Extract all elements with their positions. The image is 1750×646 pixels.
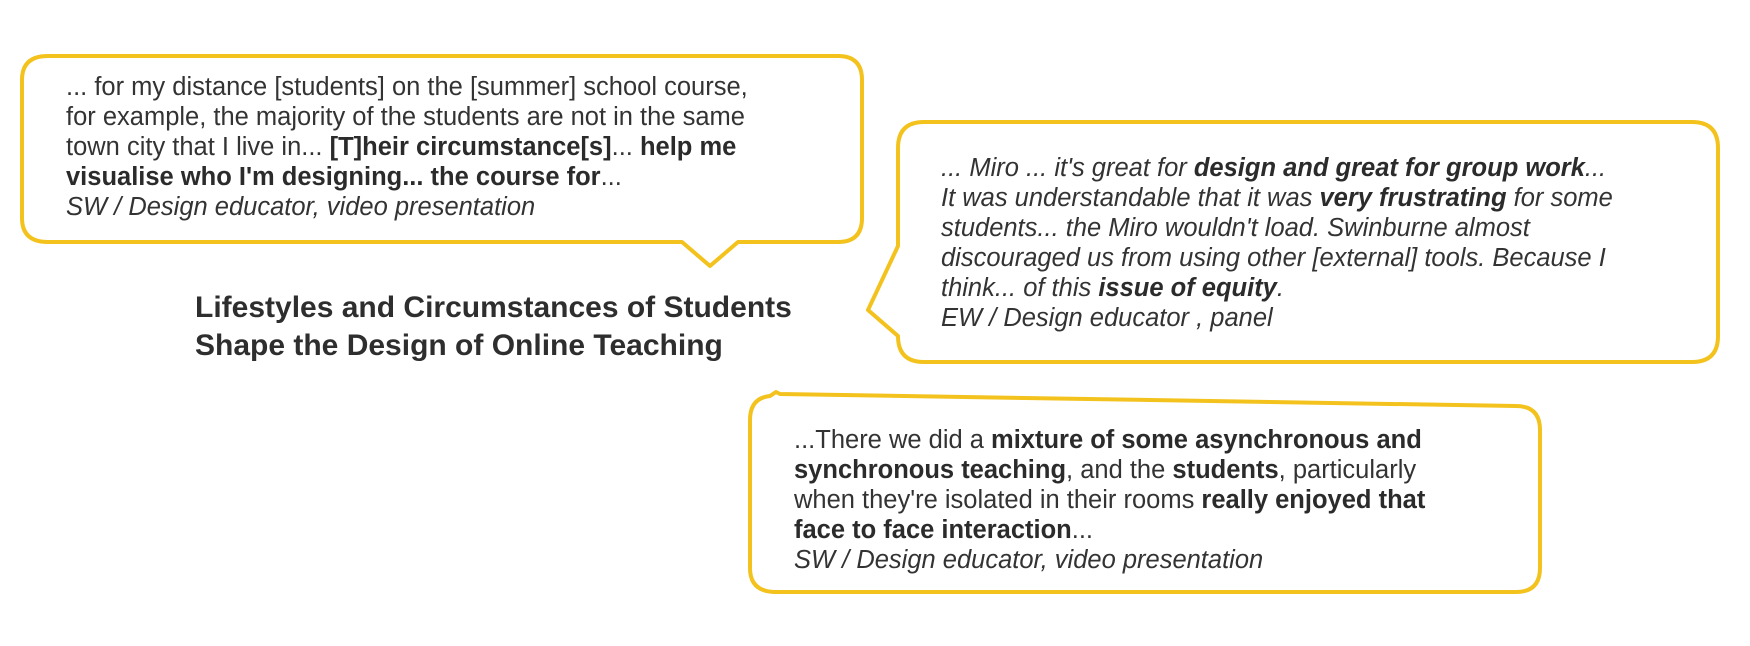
quote-3-line (794, 425, 1425, 455)
quote-1-attribution: SW / Design educator, video presentation (66, 193, 536, 221)
quote-emphasis: help me (639, 133, 737, 161)
quote-text: when they're isolated in their rooms (794, 486, 1202, 514)
quote-text: . (1276, 274, 1284, 302)
quote-emphasis: face to face interaction (794, 516, 1072, 544)
quote-3-line (794, 485, 1425, 515)
center-title-line-2: Shape the Design of Online Teaching (195, 329, 723, 362)
center-title (195, 289, 792, 365)
quote-2-line (941, 153, 1613, 183)
quote-emphasis: really enjoyed that (1201, 486, 1426, 514)
quote-text: ... for my distance [students] on the [summer] school course, (66, 73, 748, 101)
quote-text: discouraged us from using other [external] tools. Because I (941, 244, 1606, 272)
quote-text: students... the Miro wouldn't load. Swinburne almost (941, 214, 1530, 242)
quote-1-line (66, 102, 748, 132)
quote-1 (66, 72, 748, 222)
quote-2-line (941, 213, 1613, 243)
quote-text: , particularly (1278, 456, 1417, 484)
quote-3-line (794, 455, 1425, 485)
quote-text: ... (1584, 154, 1607, 182)
quote-3 (794, 425, 1425, 575)
quote-text: ... Miro ... it's great for (941, 154, 1194, 182)
quote-2-attribution: EW / Design educator , panel (941, 304, 1273, 332)
center-title-line-1: Lifestyles and Circumstances of Students (195, 291, 792, 324)
quote-2-line (941, 273, 1613, 303)
quote-text: , and the (1066, 456, 1173, 484)
quote-1-body (66, 72, 748, 192)
quote-3-attribution: SW / Design educator, video presentation (794, 546, 1264, 574)
quote-3-line (794, 515, 1425, 545)
quote-2-line (941, 243, 1613, 273)
quote-emphasis: [T]heir circumstance[s] (329, 133, 612, 161)
quote-emphasis: visualise who I'm designing... the course for (66, 163, 601, 191)
quote-text: ...There we did a (794, 426, 992, 454)
quote-2-body (941, 153, 1613, 303)
quote-emphasis: issue of equity (1098, 274, 1277, 302)
quote-3-body (794, 425, 1425, 545)
quote-emphasis: students (1172, 456, 1279, 484)
quote-1-line (66, 72, 748, 102)
quote-emphasis: design and great for group work (1193, 154, 1585, 182)
quote-emphasis: synchronous teaching (794, 456, 1067, 484)
quote-emphasis: very frustrating (1319, 184, 1507, 212)
quote-1-line (66, 132, 748, 162)
quote-2-line (941, 183, 1613, 213)
quote-emphasis: mixture of some asynchronous and (991, 426, 1422, 454)
quote-text: It was understandable that it was (941, 184, 1320, 212)
quote-text: ... (1071, 516, 1094, 544)
quote-text: ... (600, 163, 622, 191)
quote-text: for some (1506, 184, 1613, 212)
quote-1-line (66, 162, 748, 192)
quote-2 (941, 153, 1613, 333)
quote-text: ... (611, 133, 640, 161)
quote-text: town city that I live in... (66, 133, 330, 161)
quote-text: think... of this (941, 274, 1099, 302)
quote-text: for example, the majority of the students are not in the same (66, 103, 745, 131)
